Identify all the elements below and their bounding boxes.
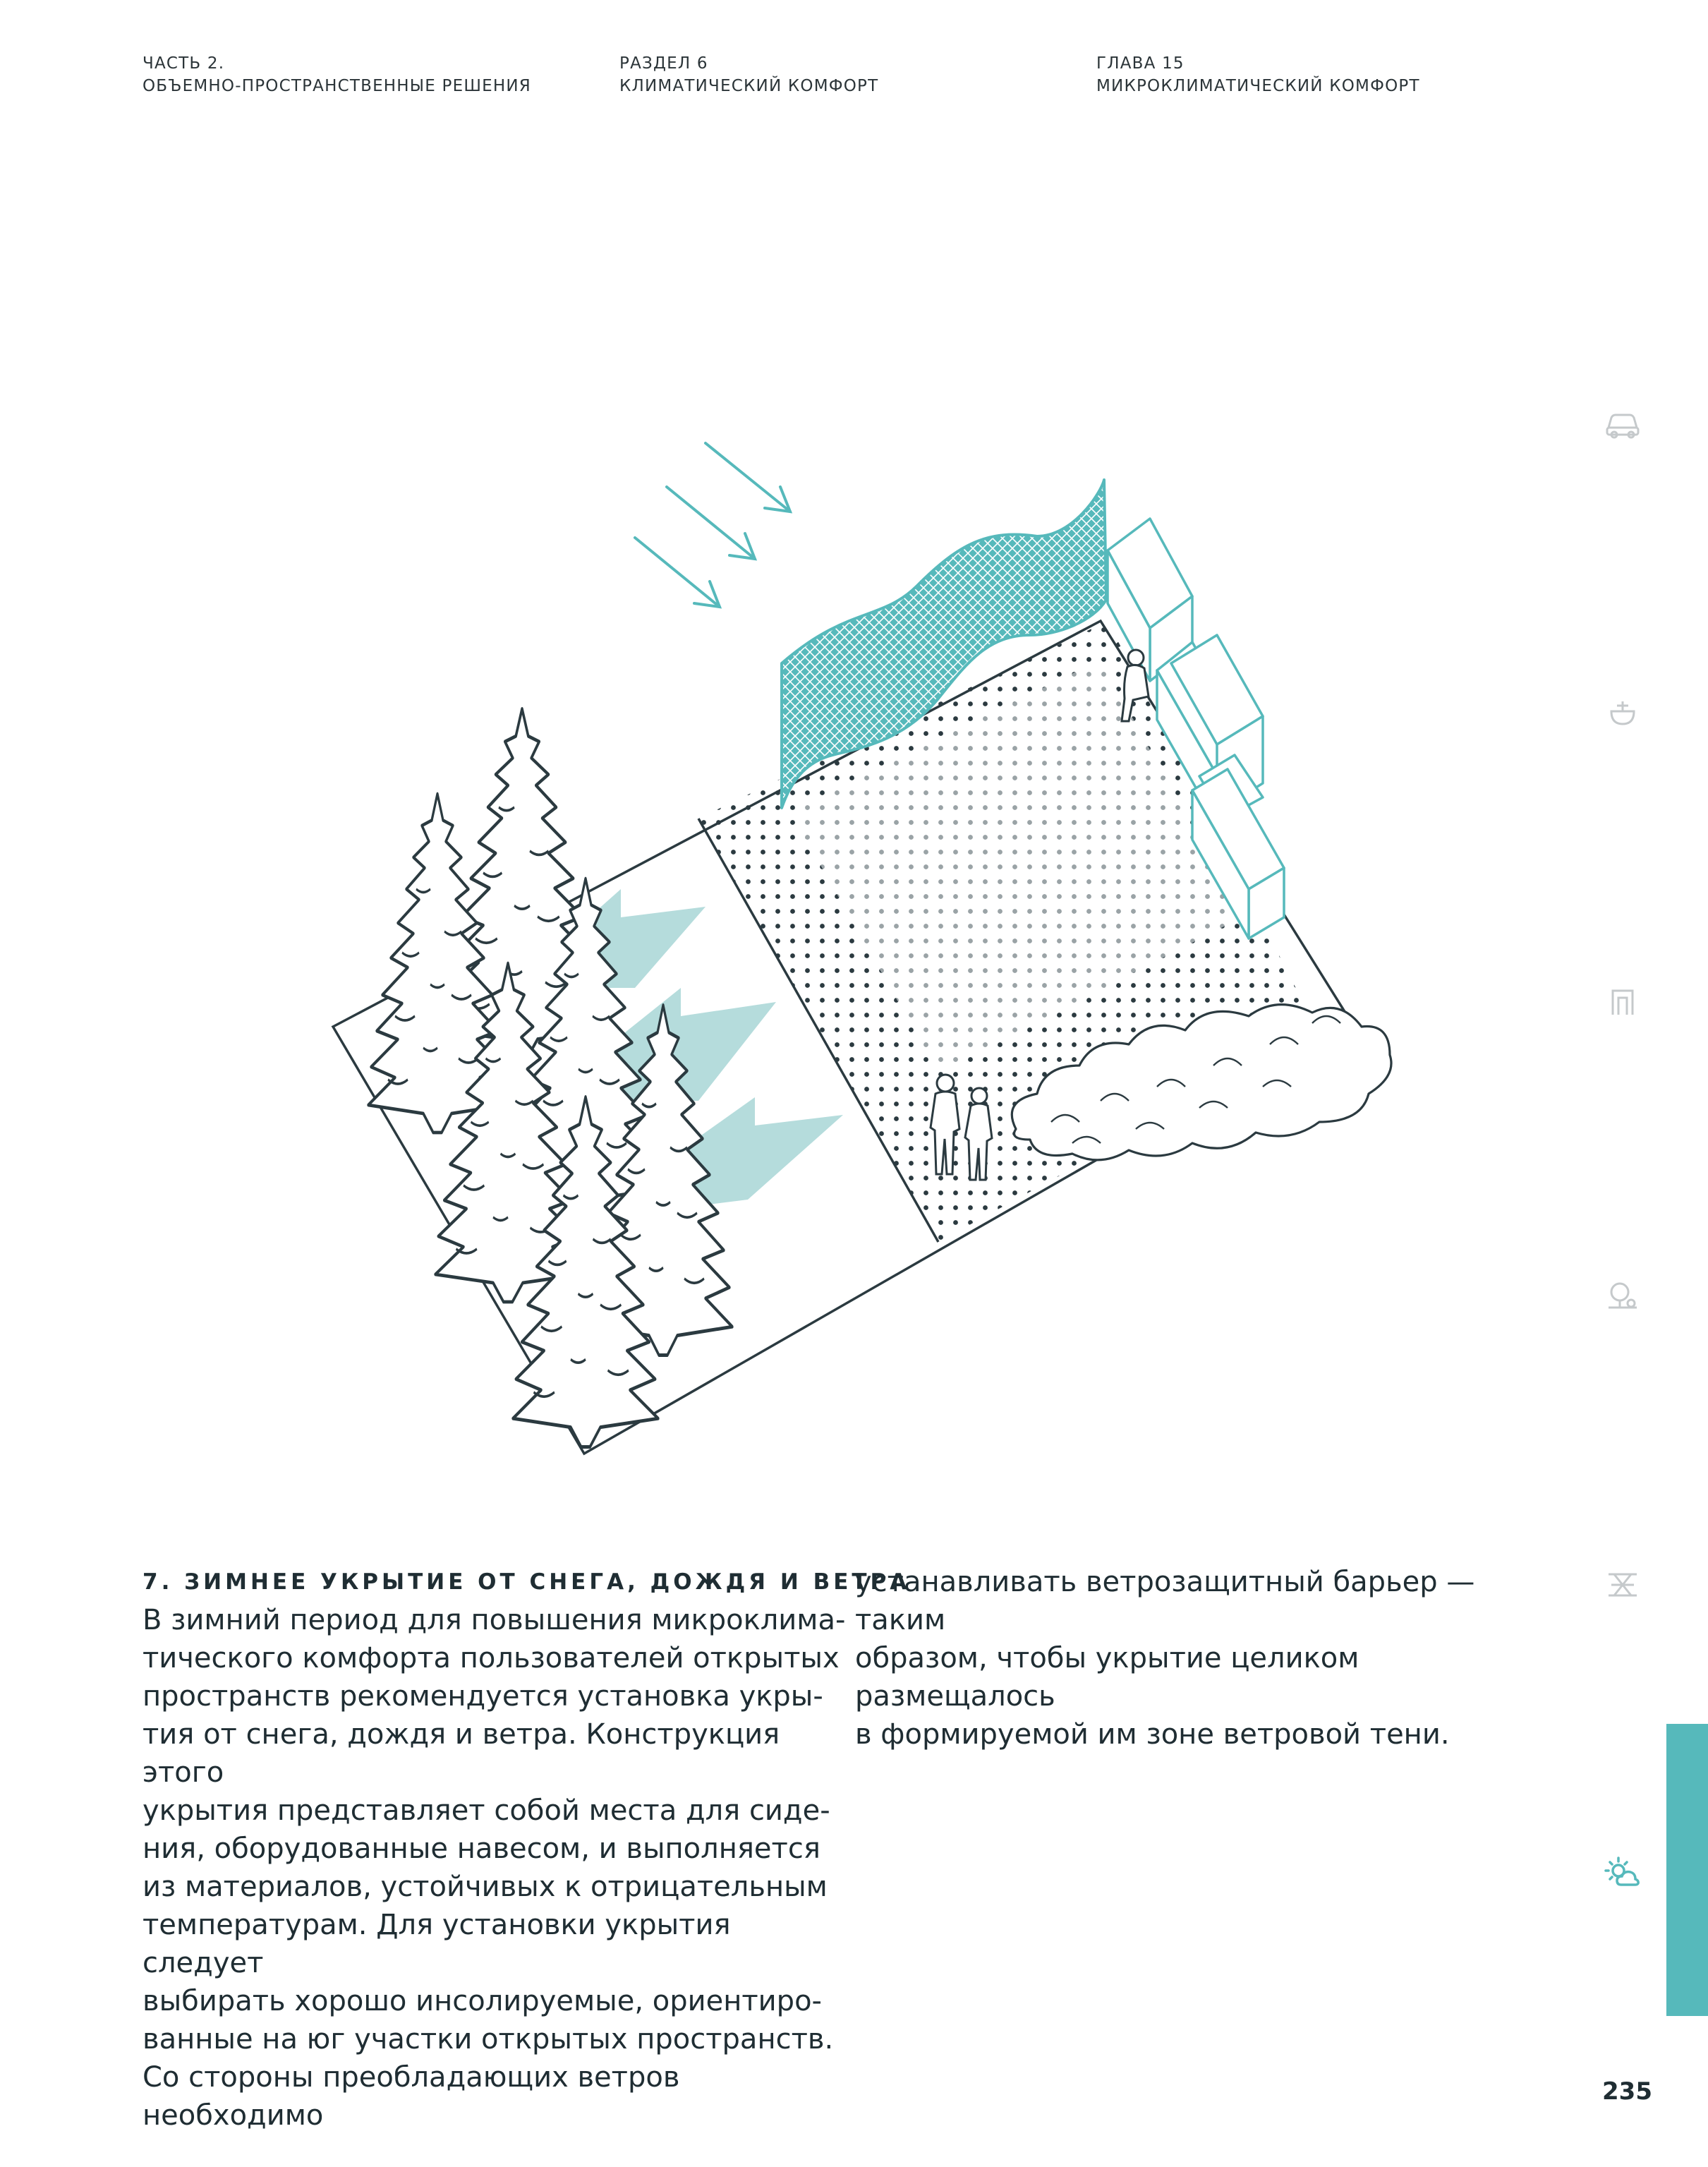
article-heading: 7. ЗИМНЕЕ УКРЫТИЕ ОТ СНЕГА, ДОЖДЯ И ВЕТРА xyxy=(143,1569,911,1595)
article-column-2 xyxy=(855,1563,1561,1753)
car-icon[interactable] xyxy=(1601,402,1644,445)
header-part-title: ОБЪЕМНО-ПРОСТРАНСТВЕННЫЕ РЕШЕНИЯ xyxy=(143,77,531,95)
article-line: в формируемой им зоне ветровой тени. xyxy=(855,1718,1450,1751)
header-chapter-title: МИКРОКЛИМАТИЧЕСКИЙ КОМФОРТ xyxy=(1096,77,1420,95)
article-line: Со стороны преобладающих ветров необходимо xyxy=(143,2061,680,2132)
article-line: В зимний период для повышения микроклима- xyxy=(143,1604,846,1636)
article-line: тического комфорта пользователей открытых xyxy=(143,1642,840,1674)
article-line: ванные на юг участки открытых пространств. xyxy=(143,2023,834,2056)
building-icon[interactable] xyxy=(1601,981,1644,1023)
header-part-number: ЧАСТЬ 2. xyxy=(143,54,225,73)
article-line: пространств рекомендуется установка укры- xyxy=(143,1680,823,1713)
article-line: образом, чтобы укрытие целиком размещалось xyxy=(855,1642,1359,1713)
header-section-title: КЛИМАТИЧЕСКИЙ КОМФОРТ xyxy=(619,77,879,95)
article-line: выбирать хорошо инсолируемые, ориентиро- xyxy=(143,1985,822,2017)
spruce-trees xyxy=(368,709,732,1447)
page-number: 235 xyxy=(1602,2077,1652,2106)
article-column-1 xyxy=(143,1563,911,2135)
article-line: из материалов, устойчивых к отрицательным xyxy=(143,1871,828,1903)
article-line: тия от снега, дождя и ветра. Конструкция этого xyxy=(143,1718,780,1789)
active-section-tab[interactable] xyxy=(1666,1724,1708,2016)
wind-arrows xyxy=(635,443,790,607)
article-line: устанавливать ветрозащитный барьер — таким xyxy=(855,1566,1475,1636)
transit-icon[interactable] xyxy=(1601,692,1644,734)
climate-sun-cloud-icon[interactable] xyxy=(1601,1852,1644,1895)
article-line: температурам. Для установки укрытия следует xyxy=(143,1909,731,1979)
article-line: ния, оборудованные навесом, и выполняется xyxy=(143,1833,820,1865)
tree-icon[interactable] xyxy=(1601,1274,1644,1316)
bench-icon[interactable] xyxy=(1601,1563,1644,1605)
article-line: укрытия представляет собой места для сиде- xyxy=(143,1794,830,1827)
header-chapter-number: ГЛАВА 15 xyxy=(1096,54,1185,73)
header-section-number: РАЗДЕЛ 6 xyxy=(619,54,708,73)
